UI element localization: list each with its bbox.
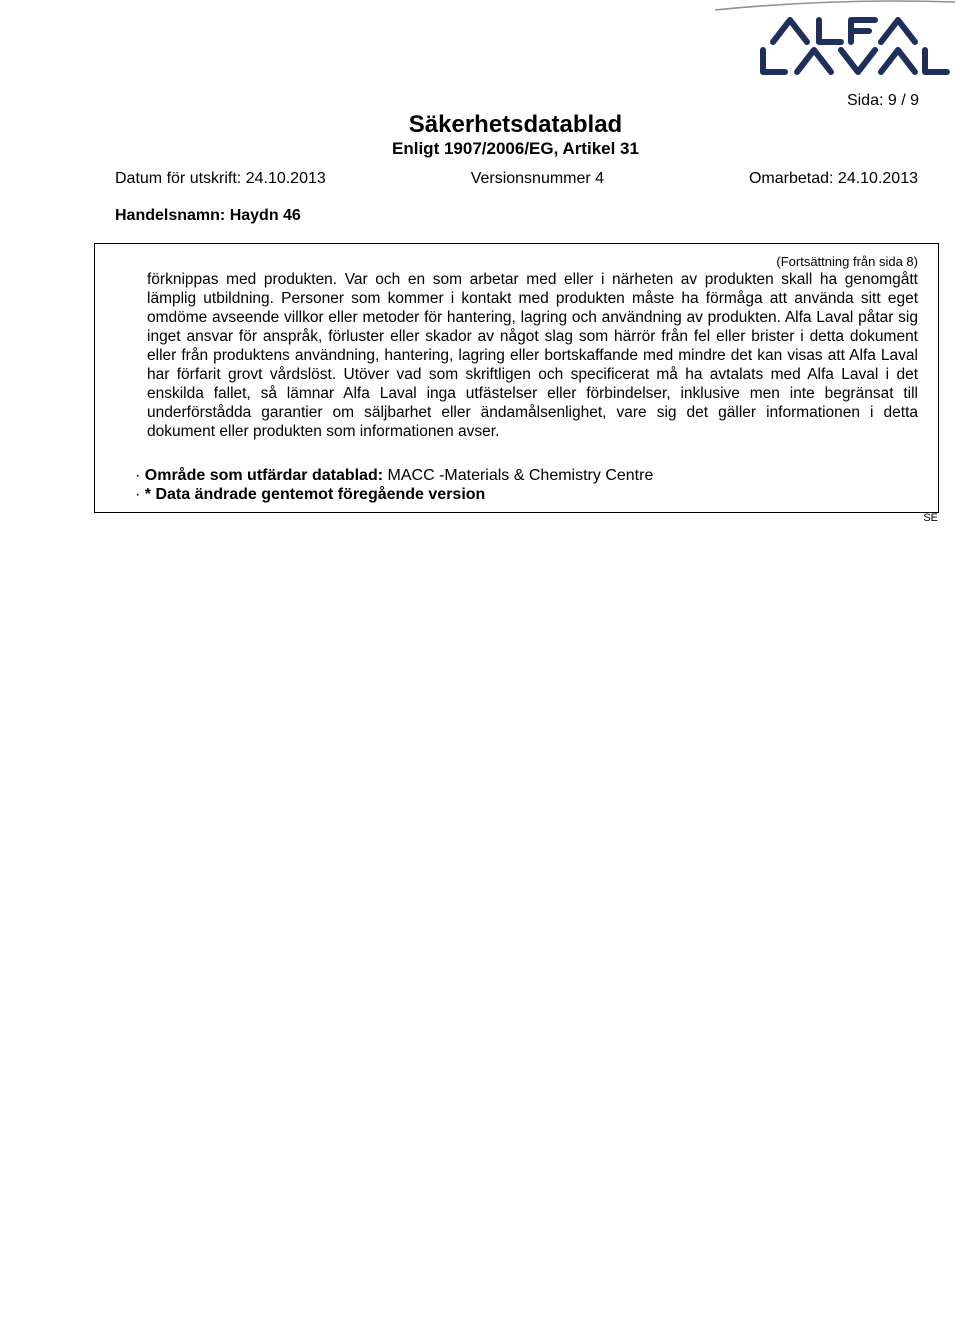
document-meta bbox=[115, 170, 918, 188]
alfa-laval-logo-icon bbox=[715, 0, 960, 80]
disclaimer-paragraph bbox=[147, 270, 918, 441]
trade-name: Handelsnamn: Haydn 46 bbox=[115, 207, 301, 224]
revised-date: Omarbetad: 24.10.2013 bbox=[748, 170, 918, 187]
version-number: Versionsnummer 4 bbox=[470, 170, 605, 187]
content-box bbox=[94, 243, 939, 524]
changed-note: * Data ändrade gentemot föregående version bbox=[144, 486, 486, 503]
page-number: Sida: 9 / 9 bbox=[846, 92, 919, 109]
disclaimer-text: förknippas med produkten. Var och en som arbetar med eller i närheten av produkten skall ha genomgått lämplig utbildning. Personer som kommer i kontakt med produkten måste ha förmåga att använda sitt eget omdöme avseende villkor eller metoder för hantering, lagring och användning av produkten. Alfa Laval påtar sig inget ansvar för anspråk, förluster eller skador av något slag som härrör från fel eller brister i detta dokument eller från produktens användning, hantering, lagring eller bortskaffande med mindre det kan visas att Alfa Laval har förfarit grovt vårdslöst. Utöver vad som skriftligen och specificerat må ha avtalats med Alfa Laval i det enskilda fallet, så lämnar Alfa Laval inga utfästelser eller förbindelser, inklusive men inte begränsat till underförstådda garantier om säljbarhet eller ändamålsenlighet, vare sig det gäller informationen i detta dokument eller produkten som informationen avser. bbox=[147, 271, 918, 440]
language-code: SE bbox=[923, 512, 938, 524]
info-list bbox=[135, 466, 653, 504]
issuer-item bbox=[135, 466, 653, 485]
issuer-value: MACC -Materials & Chemistry Centre bbox=[387, 467, 654, 484]
document-title: Säkerhetsdatablad bbox=[408, 111, 623, 138]
continuation-note: (Fortsättning från sida 8) bbox=[776, 254, 918, 269]
document-subtitle: Enligt 1907/2006/EG, Artikel 31 bbox=[392, 139, 639, 158]
bullet: · bbox=[135, 486, 141, 503]
print-date: Datum för utskrift: 24.10.2013 bbox=[115, 170, 326, 187]
changed-item bbox=[135, 485, 653, 504]
issuer-label: Område som utfärdar datablad: bbox=[144, 467, 384, 484]
document-header bbox=[0, 112, 960, 160]
bullet: · bbox=[135, 467, 141, 484]
